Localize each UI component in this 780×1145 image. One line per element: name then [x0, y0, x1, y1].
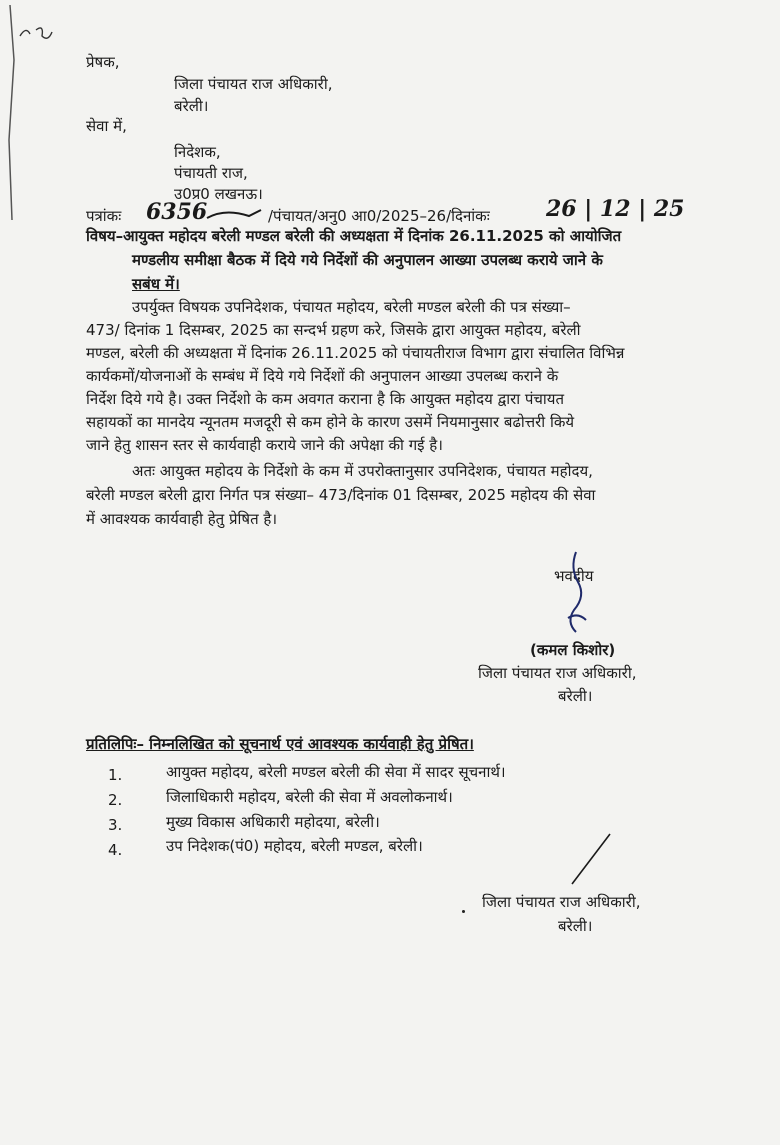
copy-heading: प्रतिलिपिः– निम्नलिखित को सूचनार्थ एवं आवश्यक कार्यवाही हेतु प्रेषित।: [86, 735, 474, 753]
body-p2-l3: में आवश्यक कार्यवाही हेतु प्रेषित है।: [86, 510, 278, 528]
sender-label: प्रेषक,: [86, 53, 120, 71]
copy-item-4-text: उप निदेशक(पं0) महोदय, बरेली मण्डल, बरेली।: [166, 837, 423, 855]
body-p1-l1: उपर्युक्त विषयक उपनिदेशक, पंचायत महोदय, बरेली मण्डल बरेली की पत्र संख्या–: [132, 298, 571, 316]
closing-text: भवदीय: [554, 567, 594, 585]
page-edge-mark: [0, 0, 20, 300]
body-p1-l3: मण्डल, बरेली की अध्यक्षता में दिनांक 26.11.2025 को पंचायतीराज विभाग द्वारा संचालित विभिन्न: [86, 344, 625, 362]
footer-title: जिला पंचायत राज अधिकारी,: [482, 893, 641, 911]
body-p2-l2: बरेली मण्डल बरेली द्वारा निर्गत पत्र संख्या– 473/दिनांक 01 दिसम्बर, 2025 महोदय की सेवा: [86, 486, 596, 504]
ref-number-handwritten: 6356: [146, 199, 208, 225]
copy-item-3-num: 3.: [108, 816, 123, 834]
sender-line-1: जिला पंचायत राज अधिकारी,: [174, 75, 333, 93]
body-p1-l4: कार्यकमों/योजनाओं के सम्बंध में दिये गये निर्देशों की अनुपालन आख्या उपलब्ध कराने के: [86, 367, 559, 385]
corner-scribble: [18, 22, 58, 52]
body-p2-l1: अतः आयुक्त महोदय के निर्देशो के कम में उपरोक्तानुसार उपनिदेशक, पंचायत महोदय,: [132, 462, 593, 480]
copy-item-1-num: 1.: [108, 766, 123, 784]
ref-date-handwritten: 26 | 12 | 25: [546, 196, 685, 222]
copy-item-2-text: जिलाधिकारी महोदय, बरेली की सेवा में अवलोकनार्थ।: [166, 788, 453, 806]
body-p1-l6: सहायकों का मानदेय न्यूनतम मजदूरी से कम होने के कारण उसमें नियमानुसार बढोत्तरी किये: [86, 413, 575, 431]
footer-signature-stroke: [566, 830, 616, 890]
body-p1-l7: जाने हेतु शासन स्तर से कार्यवाही कराये जाने की अपेक्षा की गई है।: [86, 436, 443, 454]
signatory-title: जिला पंचायत राज अधिकारी,: [478, 664, 637, 682]
recipient-line-3: उ0प्र0 लखनऊ।: [174, 185, 263, 203]
signatory-place: बरेली।: [558, 687, 593, 705]
ref-number-flourish: [205, 202, 265, 226]
body-p1-l5: निर्देश दिये गये है। उक्त निर्देशो के कम अवगत कराना है कि आयुक्त महोदय द्वारा पंचायत: [86, 390, 565, 408]
copy-item-4-num: 4.: [108, 841, 123, 859]
recipient-label: सेवा में,: [86, 117, 127, 135]
recipient-line-1: निदेशक,: [174, 143, 221, 161]
ref-label: पत्रांकः: [86, 207, 122, 225]
subject-line-1: विषय–आयुक्त महोदय बरेली मण्डल बरेली की अध्यक्षता में दिनांक 26.11.2025 को आयोजित: [86, 227, 622, 245]
copy-item-2-num: 2.: [108, 791, 123, 809]
handwritten-signature: [556, 548, 596, 648]
sender-line-2: बरेली।: [174, 97, 209, 115]
signatory-name: (कमल किशोर): [530, 641, 616, 659]
copy-item-1-text: आयुक्त महोदय, बरेली मण्डल बरेली की सेवा में सादर सूचनार्थ।: [166, 763, 506, 781]
subject-line-2: मण्डलीय समीक्षा बैठक में दिये गये निर्देशों की अनुपालन आख्या उपलब्ध कराये जाने के: [132, 251, 603, 269]
ref-middle: /पंचायत/अनु0 आ0/2025–26/दिनांकः: [268, 207, 490, 225]
footer-place: बरेली।: [558, 917, 593, 935]
subject-line-3: सबंध में।: [132, 275, 180, 293]
body-p1-l2: 473/ दिनांक 1 दिसम्बर, 2025 का सन्दर्भ ग्रहण करे, जिसके द्वारा आयुक्त महोदय, बरेली: [86, 321, 581, 339]
stray-dot: [462, 910, 465, 913]
copy-item-3-text: मुख्य विकास अधिकारी महोदया, बरेली।: [166, 813, 380, 831]
recipient-line-2: पंचायती राज,: [174, 164, 248, 182]
